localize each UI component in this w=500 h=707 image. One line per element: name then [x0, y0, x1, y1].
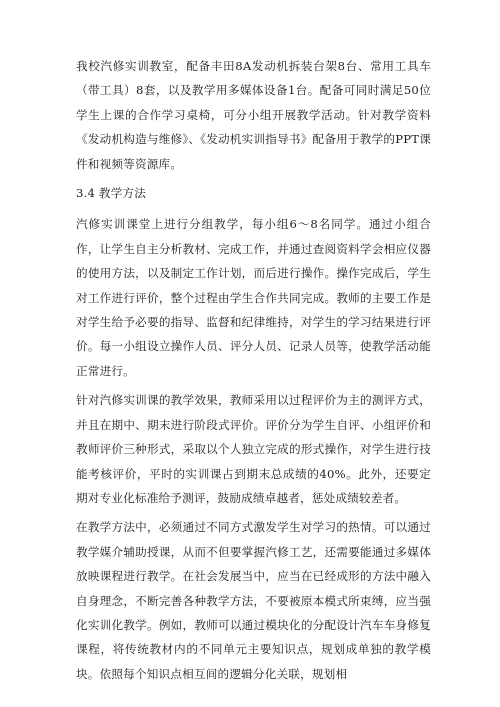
paragraph-facilities: 我校汽修实训教室，配备丰田8A发动机拆装台架8台、常用工具车（带工具）8套，以及教学用多媒体设备1台。配备可同时满足50位学生上课的合作学习桌椅，可分小组开展教学活动。针对教学资料《发动机构造与维修》、《发动机实训指导书》配备用于教学的PPT课件和视频等资源库。: [76, 59, 431, 171]
paragraph-group-teaching: 汽修实训课堂上进行分组教学，每小组6～8名同学。通过小组合作，让学生自主分析教材、完成工作，并通过查阅资料学会相应仪器的使用方法，以及制定工作计划，而后进行操作。操作完成后，学生对工作进行评价，整个过程由学生合作共同完成。教师的主要工作是对学生给予必要的指导、监督和纪律维持，对学生的学习结果进行评价。每一小组设立操作人员、评分人员、记录人员等，使教学活动能正常进行。: [76, 217, 431, 378]
section-heading-teaching-methods: 3.4 教学方法: [76, 186, 147, 201]
paragraph-evaluation: 针对汽修实训课的教学效果，教师采用以过程评价为主的测评方式，并且在期中、期末进行阶段式评价。评价分为学生自评、小组评价和教师评价三种形式，采取以个人独立完成的形式操作，对学生进行技能考核评价，平时的实训课占到期末总成绩的40%。此外，还要定期对专业化标准给予测评，鼓励成绩卓越者，惩处成绩较差者。: [76, 393, 431, 505]
paragraph-teaching-media: 在教学方法中，必须通过不同方式激发学生对学习的热情。可以通过教学媒介辅助授课，从而不但要掌握汽修工艺，还需要能通过多媒体放映课程进行教学。在社会发展当中，应当在已经成形的方法中融入自身理念，不断完善各种教学方法，不要被原本模式所束缚，应当强化实训化教学。例如，教师可以通过模块化的分配设计汽车车身修复课程，将传统教材内的不同单元主要知识点，规划成单独的教学模块。依照每个知识点相互间的逻辑分化关联，规划相: [76, 520, 431, 681]
document-page: [76, 54, 431, 686]
